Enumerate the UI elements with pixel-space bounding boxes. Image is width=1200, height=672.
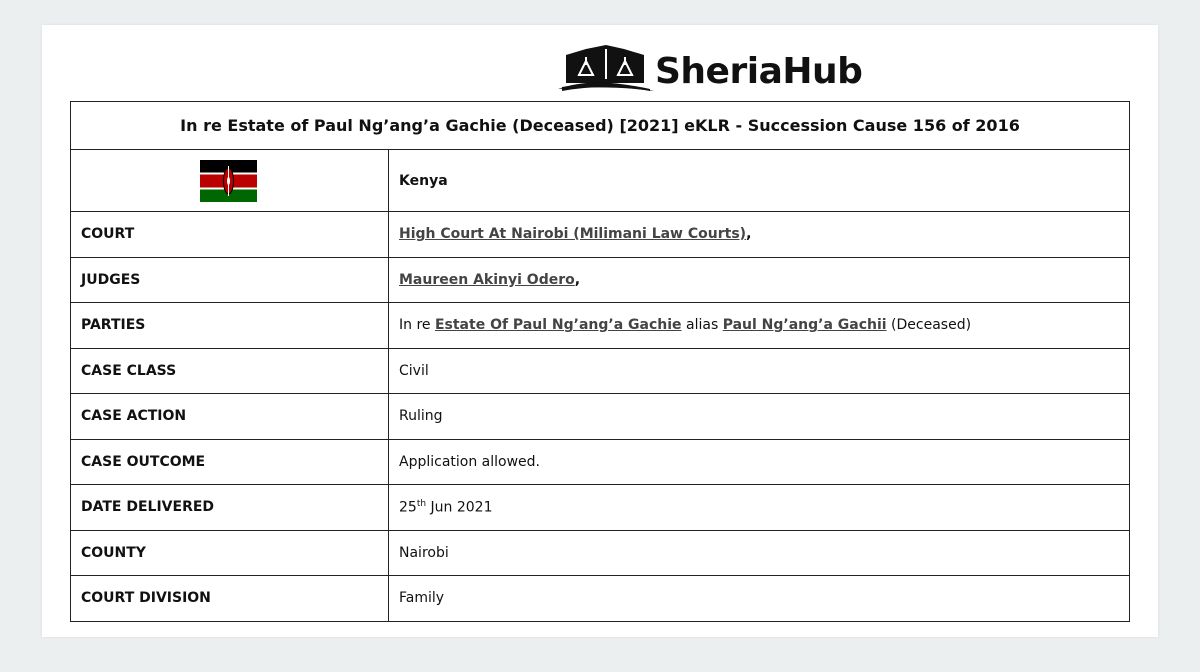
- case-outcome-label: CASE OUTCOME: [71, 439, 389, 485]
- county-label: COUNTY: [71, 530, 389, 576]
- date-delivered-label: DATE DELIVERED: [71, 485, 389, 531]
- case-action-label: CASE ACTION: [71, 394, 389, 440]
- party1-link[interactable]: Estate Of Paul Ng’ang’a Gachie: [434, 317, 682, 334]
- court-label: COURT: [71, 212, 389, 258]
- country-name: Kenya: [389, 150, 1130, 212]
- date-rest: Jun 2021: [430, 499, 493, 516]
- case-action-value: Ruling: [389, 394, 1130, 440]
- judge-link[interactable]: Maureen Akinyi Odero: [399, 271, 575, 288]
- date-day: 25: [399, 499, 417, 516]
- judges-label: JUDGES: [71, 257, 389, 303]
- date-delivered-value: [389, 485, 1130, 531]
- court-value: [389, 212, 1130, 258]
- case-class-value: Civil: [389, 348, 1130, 394]
- brand-name: SheriaHub: [655, 51, 863, 92]
- party2-link[interactable]: Paul Ng’ang’a Gachii: [722, 317, 887, 334]
- scales-of-justice-icon: [558, 45, 658, 97]
- date-ordinal: th: [416, 498, 427, 509]
- document-card: [42, 25, 1158, 637]
- court-suffix: ,: [746, 226, 752, 243]
- court-division-value: Family: [389, 576, 1130, 622]
- judges-value: [389, 257, 1130, 303]
- case-title: In re Estate of Paul Ng’ang’a Gachie (Deceased) [2021] eKLR - Succession Cause 156 of 2016: [71, 102, 1130, 150]
- court-division-label: COURT DIVISION: [71, 576, 389, 622]
- case-class-label: CASE CLASS: [71, 348, 389, 394]
- case-metadata-table: [70, 101, 1130, 622]
- parties-suffix: (Deceased): [891, 317, 972, 334]
- court-link[interactable]: High Court At Nairobi (Milimani Law Courts): [399, 226, 747, 243]
- kenya-flag-icon: [200, 160, 257, 202]
- parties-connector: alias: [686, 317, 719, 334]
- flag-cell: [71, 150, 389, 212]
- case-outcome-value: Application allowed.: [389, 439, 1130, 485]
- county-value: Nairobi: [389, 530, 1130, 576]
- parties-prefix: In re: [399, 317, 431, 334]
- parties-label: PARTIES: [71, 303, 389, 349]
- parties-value: [389, 303, 1130, 349]
- judges-suffix: ,: [574, 271, 581, 288]
- sheriahub-logo[interactable]: [558, 45, 868, 97]
